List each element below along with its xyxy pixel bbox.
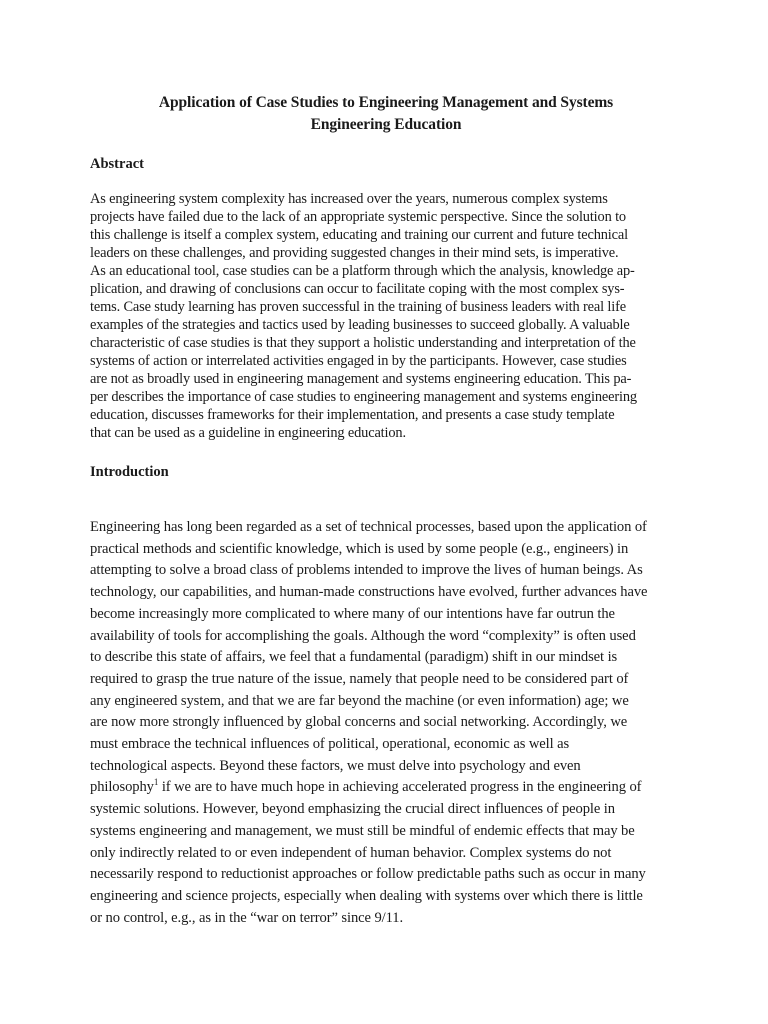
document-title	[90, 92, 682, 136]
document-page	[90, 92, 682, 929]
abstract-paragraph: As engineering system complexity has increased over the years, numerous complex systems projects have failed due to the lack of an appropriate systemic perspective. Since the solution to this challenge is itself a complex system, educating and training our current and future technical leaders on these challenges, and providing suggested changes in their mind sets, is imperative. As an educational tool, case studies can be a platform through which the analysis, knowledge ap- plication, and drawing of conclusions can occur to facilitate coping with the most complex sys- tems. Case study learning has proven successful in the training of business leaders with real life examples of the strategies and tactics used by leading businesses to succeed globally. A valuable characteristic of case studies is that they support a holistic understanding and interpretation of the systems of action or interrelated activities engaged in by the participants. However, case studies are not as broadly used in engineering management and systems engineering education. This pa- per describes the importance of case studies to engineering management and systems engineering education, discusses frameworks for their implementation, and presents a case study template that can be used as a guideline in engineering education.	[90, 191, 637, 441]
introduction-text-part-1: Engineering has long been regarded as a set of technical processes, based upon the application of practical methods and scientific knowledge, which is used by some people (e.g., engineers) in attempting to solve a broad class of problems intended to improve the lives of human beings. As technology, our capabilities, and human-made constructions have evolved, further advances have become increasingly more complicated to where many of our intentions have far outrun the availability of tools for accomplishing the goals. Although the word “complexity” is often used to describe this state of affairs, we feel that a fundamental (paradigm) shift in our mindset is required to grasp the true nature of the issue, namely that people need to be considered part of any engineered system, and that we are far beyond the machine (or even information) age; we are now more strongly influenced by global concerns and social networking. Accordingly, we must embrace the technical influences of political, operational, economic as well as technological aspects. Beyond these factors, we must delve into psychology and even philosophy	[90, 519, 648, 796]
title-line-1: Application of Case Studies to Engineering Management and Systems	[158, 94, 614, 111]
footnote-marker: 1	[153, 777, 159, 788]
introduction-text-part-2: if we are to have much hope in achieving accelerated progress in the engineering of systemic solutions. However, beyond emphasizing the crucial direct influences of people in systems engineering and management, we must still be mindful of endemic effects that may be only indirectly related to or even independent of human behavior. Complex systems do not necessarily respond to reductionist approaches or follow predictable paths such as occur in many engineering and science projects, especially when dealing with systems over which there is little or no control, e.g., as in the “war on terror” since 9/11.	[90, 779, 646, 926]
title-line-2: Engineering Education	[310, 116, 462, 133]
introduction-heading: Introduction	[90, 464, 169, 480]
introduction-paragraph	[90, 517, 682, 929]
abstract-heading: Abstract	[90, 156, 144, 172]
